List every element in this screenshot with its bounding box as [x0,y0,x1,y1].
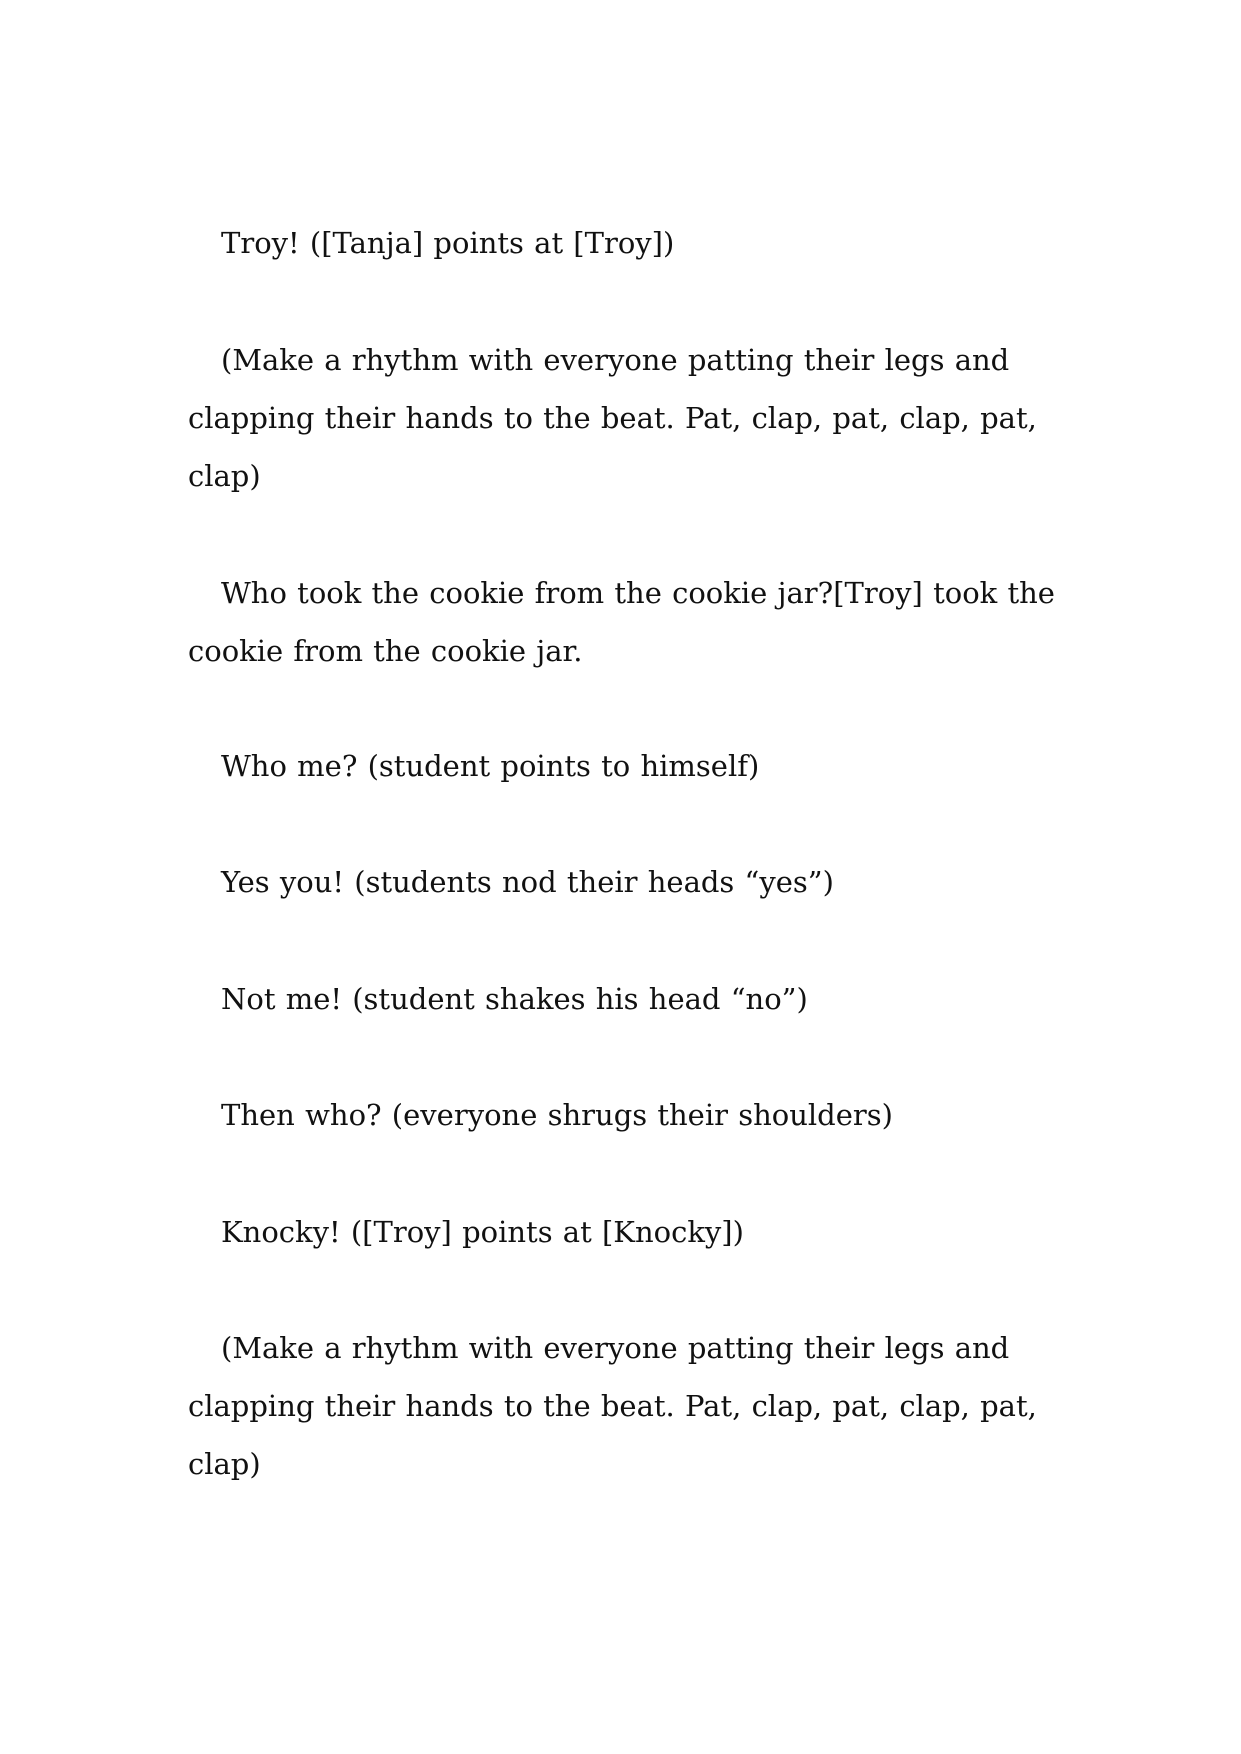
paragraph-rhythm-1: (Make a rhythm with everyone patting their legs and clapping their hands to the beat. Pat, clap, pat, clap, pat, clap) [188,343,1058,493]
paragraph-yes-you: Yes you! (students nod their heads “yes”) [221,865,834,899]
paragraph-rhythm-2: (Make a rhythm with everyone patting their legs and clapping their hands to the beat. Pat, clap, pat, clap, pat, clap) [188,1331,1058,1481]
paragraph-who-me: Who me? (student points to himself) [221,749,760,783]
paragraph-cookie-question: Who took the cookie from the cookie jar?[Troy] took the cookie from the cookie jar. [188,576,1066,668]
paragraph-knocky-points: Knocky! ([Troy] points at [Knocky]) [221,1215,744,1249]
paragraph-not-me: Not me! (student shakes his head “no”) [221,982,808,1016]
paragraph-then-who: Then who? (everyone shrugs their shoulders) [221,1098,893,1132]
paragraph-troy-points: Troy! ([Tanja] points at [Troy]) [221,226,675,260]
